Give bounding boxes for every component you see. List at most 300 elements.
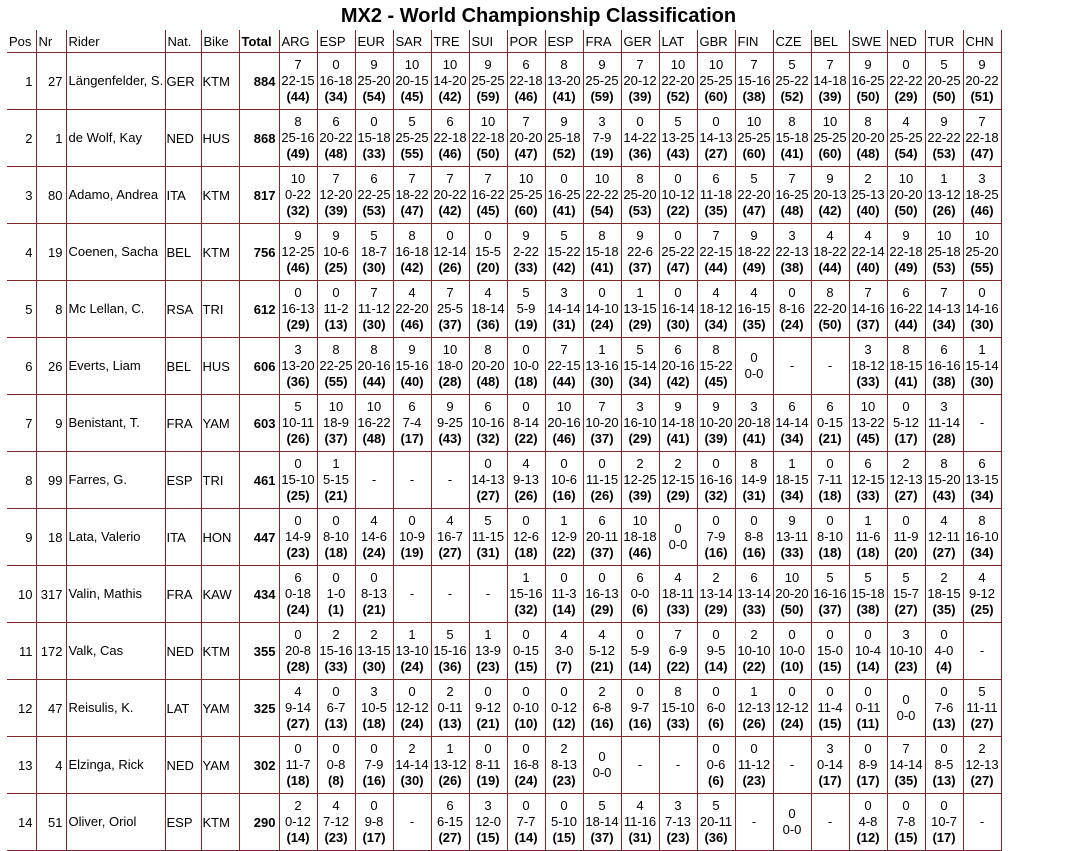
round-result-cell [811, 680, 849, 737]
heat-scores: 12-13 [889, 472, 923, 487]
round-points: 0 [750, 741, 758, 756]
round-score: (33) [780, 545, 804, 560]
pos-cell: 13 [7, 737, 36, 794]
round-points: 0 [408, 684, 416, 699]
round-score: (32) [704, 488, 728, 503]
round-result-cell [887, 452, 925, 509]
heat-scores: 16-13 [281, 301, 315, 316]
round-result-cell [545, 452, 583, 509]
round-points: 7 [788, 171, 796, 186]
heat-scores: 9-13 [512, 472, 540, 487]
round-score: (46) [552, 431, 576, 446]
round-result-cell [393, 737, 431, 794]
heat-scores: 13-15 [623, 301, 657, 316]
heat-scores: 25-25 [889, 130, 923, 145]
round-points: 7 [294, 57, 302, 72]
header-nr[interactable]: Nr [36, 30, 66, 53]
round-points: - [827, 814, 833, 829]
header-round[interactable]: SUI [469, 30, 507, 53]
round-score: (17) [894, 431, 918, 446]
header-pos[interactable]: Pos [7, 30, 36, 53]
header-round[interactable]: TRE [431, 30, 469, 53]
round-score: (53) [932, 260, 956, 275]
round-result-cell [431, 53, 469, 110]
header-round[interactable]: SAR [393, 30, 431, 53]
round-points: 0 [294, 627, 302, 642]
round-points: 0 [522, 399, 530, 414]
heat-scores: 14-14 [775, 415, 809, 430]
round-result-cell [773, 395, 811, 452]
round-points: 9 [598, 57, 606, 72]
round-points: 0 [522, 627, 530, 642]
round-points: 9 [484, 57, 492, 72]
heat-scores: 7-9 [364, 757, 384, 772]
round-result-cell [925, 452, 963, 509]
round-score: (40) [856, 260, 880, 275]
round-result-cell [545, 395, 583, 452]
round-result-cell [355, 737, 393, 794]
heat-scores: 11-14 [927, 415, 961, 430]
round-score: (18) [818, 545, 842, 560]
round-result-cell [887, 794, 925, 851]
round-points: 9 [788, 513, 796, 528]
round-points: 2 [864, 171, 872, 186]
round-points: 8 [408, 228, 416, 243]
heat-scores: 8-10 [816, 529, 844, 544]
round-result-cell [887, 737, 925, 794]
round-points: 3 [598, 114, 606, 129]
round-score: (13) [932, 716, 956, 731]
round-points: 6 [826, 399, 834, 414]
bike-cell: TRI [201, 452, 239, 509]
heat-scores: 7-13 [664, 814, 692, 829]
round-score: (49) [894, 260, 918, 275]
heat-scores: 16-7 [436, 529, 464, 544]
round-result-cell [925, 53, 963, 110]
round-points: 2 [674, 456, 682, 471]
round-points: 8 [294, 114, 302, 129]
round-points: 0 [712, 456, 720, 471]
round-score: (36) [628, 146, 652, 161]
round-points: 6 [978, 456, 986, 471]
heat-scores: 22-22 [927, 130, 961, 145]
round-result-cell [469, 794, 507, 851]
heat-scores: 0-8 [326, 757, 346, 772]
nationality-cell: BEL [165, 338, 201, 395]
heat-scores: 25-25 [395, 130, 429, 145]
round-result-cell [659, 680, 697, 737]
round-result-cell [697, 509, 735, 566]
heat-scores: 6-8 [592, 700, 612, 715]
heat-scores: 22-22 [889, 73, 923, 88]
round-points: 6 [788, 399, 796, 414]
heat-scores: 5-9 [516, 301, 536, 316]
heat-scores: 5-12 [892, 415, 920, 430]
round-points: 5 [674, 114, 682, 129]
round-score: (35) [704, 203, 728, 218]
round-points: 3 [864, 342, 872, 357]
round-result-cell [545, 566, 583, 623]
heat-scores: 0-15 [816, 415, 844, 430]
round-score: (30) [666, 317, 690, 332]
number-cell: 80 [36, 167, 66, 224]
round-score: (55) [324, 374, 348, 389]
round-result-cell [469, 167, 507, 224]
round-result-cell [545, 53, 583, 110]
round-result-cell [431, 452, 469, 509]
number-cell: 27 [36, 53, 66, 110]
header-round[interactable]: BEL [811, 30, 849, 53]
round-points: 1 [788, 456, 796, 471]
round-points: 0 [636, 684, 644, 699]
heat-scores: 14-13 [699, 130, 733, 145]
header-round[interactable]: FIN [735, 30, 773, 53]
heat-scores: 0-11 [437, 700, 463, 715]
header-round[interactable]: NED [887, 30, 925, 53]
round-points: 6 [750, 570, 758, 585]
round-score: (42) [400, 260, 424, 275]
heat-scores: 14-20 [433, 73, 467, 88]
heat-scores: 18-22 [813, 244, 847, 259]
round-score: (44) [286, 89, 310, 104]
heat-scores: 18-15 [889, 358, 923, 373]
round-result-cell [811, 452, 849, 509]
round-result-cell [849, 680, 887, 737]
round-score: (24) [780, 317, 804, 332]
round-score: (52) [552, 146, 576, 161]
round-points: 7 [598, 399, 606, 414]
header-round[interactable]: GBR [697, 30, 735, 53]
bike-cell: YAM [201, 680, 239, 737]
heat-scores: 22-15 [281, 73, 315, 88]
heat-scores: 18-12 [851, 358, 885, 373]
heat-scores: 22-18 [889, 244, 923, 259]
round-points: - [409, 472, 415, 487]
round-score: (34) [970, 488, 994, 503]
pos-cell: 7 [7, 395, 36, 452]
heat-scores: 22-15 [547, 358, 581, 373]
round-points: - [751, 814, 757, 829]
heat-scores: 15-22 [547, 244, 581, 259]
round-result-cell [659, 53, 697, 110]
round-score: (40) [856, 203, 880, 218]
round-score: (48) [780, 203, 804, 218]
round-points: 9 [522, 228, 530, 243]
round-score: (18) [856, 545, 880, 560]
round-result-cell [849, 338, 887, 395]
round-result-cell [659, 224, 697, 281]
round-points: 8 [902, 342, 910, 357]
round-score: (24) [400, 716, 424, 731]
heat-scores: 10-9 [398, 529, 426, 544]
round-result-cell [887, 566, 925, 623]
round-score: (42) [818, 203, 842, 218]
round-points: 1 [522, 570, 530, 585]
round-result-cell [697, 680, 735, 737]
heat-scores: 11-16 [623, 814, 657, 829]
round-points: 5 [522, 285, 530, 300]
header-round[interactable]: ESP [317, 30, 355, 53]
round-points: 1 [636, 285, 644, 300]
heat-scores: 22-18 [509, 73, 543, 88]
heat-scores: 16-13 [585, 586, 619, 601]
number-cell: 51 [36, 794, 66, 851]
header-round[interactable]: LAT [659, 30, 697, 53]
heat-scores: 13-10 [395, 643, 429, 658]
heat-scores: 10-16 [471, 415, 505, 430]
heat-scores: 15-20 [927, 472, 961, 487]
round-result-cell [431, 794, 469, 851]
heat-scores: 16-8 [512, 757, 540, 772]
round-points: 9 [978, 57, 986, 72]
heat-scores: 10-7 [930, 814, 958, 829]
header-round[interactable]: TUR [925, 30, 963, 53]
round-score: (23) [894, 659, 918, 674]
round-points: 0 [902, 57, 910, 72]
round-points: 7 [864, 285, 872, 300]
round-result-cell [697, 737, 735, 794]
round-points: 3 [788, 228, 796, 243]
round-score: (50) [476, 146, 500, 161]
round-result-cell [621, 395, 659, 452]
round-points: 5 [826, 570, 834, 585]
round-result-cell [849, 110, 887, 167]
round-score: (42) [438, 203, 462, 218]
heat-scores: 11-12 [737, 757, 771, 772]
round-result-cell [925, 794, 963, 851]
round-score: (26) [286, 431, 310, 446]
round-result-cell [735, 395, 773, 452]
round-points: 8 [750, 456, 758, 471]
round-score: (45) [400, 89, 424, 104]
heat-scores: 25-25 [585, 73, 619, 88]
round-result-cell [355, 281, 393, 338]
round-points: 5 [864, 570, 872, 585]
round-result-cell [545, 110, 583, 167]
heat-scores: 25-5 [436, 301, 464, 316]
header-round[interactable]: GER [621, 30, 659, 53]
heat-scores: 4-0 [934, 643, 954, 658]
heat-scores: 0-0 [630, 586, 650, 601]
round-result-cell [773, 53, 811, 110]
round-result-cell [773, 110, 811, 167]
round-result-cell [545, 623, 583, 680]
round-result-cell [317, 794, 355, 851]
round-points: 8 [826, 285, 834, 300]
header-round[interactable]: POR [507, 30, 545, 53]
round-score: (14) [704, 659, 728, 674]
round-result-cell [849, 281, 887, 338]
table-row [7, 737, 1001, 794]
rider-name: de Wolf, Kay [66, 110, 165, 167]
heat-scores: 16-22 [357, 415, 391, 430]
heat-scores: 15-22 [699, 358, 733, 373]
round-result-cell [963, 338, 1001, 395]
heat-scores: 12-0 [474, 814, 502, 829]
header-rider[interactable]: Rider [66, 30, 165, 53]
heat-scores: 12-11 [927, 529, 961, 544]
round-result-cell [659, 794, 697, 851]
round-result-cell [545, 167, 583, 224]
round-points: 6 [446, 798, 454, 813]
heat-scores: 6-15 [436, 814, 464, 829]
heat-scores: 16-14 [661, 301, 695, 316]
round-result-cell [431, 338, 469, 395]
header-total[interactable]: Total [239, 30, 279, 53]
round-score: (39) [324, 203, 348, 218]
round-result-cell [431, 566, 469, 623]
rider-name: Oliver, Oriol [66, 794, 165, 851]
round-result-cell [507, 794, 545, 851]
round-score: (44) [894, 317, 918, 332]
round-score: (14) [552, 602, 576, 617]
round-points: 0 [826, 513, 834, 528]
round-score: (25) [286, 488, 310, 503]
round-result-cell [697, 452, 735, 509]
heat-scores: 25-25 [813, 130, 847, 145]
header-round[interactable]: FRA [583, 30, 621, 53]
round-score: (52) [666, 89, 690, 104]
round-points: 9 [674, 399, 682, 414]
round-points: 0 [826, 684, 834, 699]
total-cell: 461 [239, 452, 279, 509]
round-score: (14) [856, 659, 880, 674]
round-result-cell [811, 623, 849, 680]
round-score: (22) [514, 431, 538, 446]
round-score: (24) [362, 545, 386, 560]
round-points: 6 [864, 456, 872, 471]
round-points: 9 [750, 228, 758, 243]
heat-scores: 3-0 [554, 643, 574, 658]
header-round[interactable]: CHN [963, 30, 1001, 53]
round-points: 0 [864, 741, 872, 756]
header-round[interactable]: CZE [773, 30, 811, 53]
round-result-cell [735, 509, 773, 566]
header-bike[interactable]: Bike [201, 30, 239, 53]
round-score: (18) [286, 773, 310, 788]
round-points: 10 [556, 399, 572, 414]
round-score: (60) [742, 146, 766, 161]
round-score: (38) [932, 374, 956, 389]
heat-scores: 15-18 [851, 586, 885, 601]
heat-scores: 18-7 [360, 244, 388, 259]
round-score: (39) [704, 431, 728, 446]
round-result-cell [431, 623, 469, 680]
round-result-cell [697, 623, 735, 680]
heat-scores: 8-11 [475, 757, 501, 772]
round-points: 9 [446, 399, 454, 414]
round-score: (49) [286, 146, 310, 161]
round-points: 0 [294, 513, 302, 528]
round-result-cell [583, 167, 621, 224]
header-nat[interactable]: Nat. [165, 30, 201, 53]
page-title: MX2 - World Championship Classification [340, 5, 737, 27]
round-result-cell [317, 452, 355, 509]
round-result-cell [963, 395, 1001, 452]
round-points: 0 [788, 627, 796, 642]
round-result-cell [279, 395, 317, 452]
round-points: 0 [560, 171, 568, 186]
heat-scores: 14-6 [360, 529, 388, 544]
round-score: (19) [476, 773, 500, 788]
heat-scores: 16-10 [623, 415, 657, 430]
round-points: - [371, 472, 377, 487]
pos-cell: 12 [7, 680, 36, 737]
round-points: 0 [446, 228, 454, 243]
heat-scores: 12-13 [737, 700, 771, 715]
round-points: 9 [636, 228, 644, 243]
round-points: 9 [902, 228, 910, 243]
round-result-cell [355, 509, 393, 566]
number-cell: 172 [36, 623, 66, 680]
round-score: (16) [628, 716, 652, 731]
round-score: (60) [514, 203, 538, 218]
heat-scores: 12-12 [395, 700, 429, 715]
round-score: (6) [632, 602, 648, 617]
round-score: (41) [552, 89, 576, 104]
round-result-cell [393, 281, 431, 338]
round-result-cell [393, 509, 431, 566]
header-round[interactable]: ARG [279, 30, 317, 53]
round-points: - [447, 586, 453, 601]
pos-cell: 14 [7, 794, 36, 851]
bike-cell: KTM [201, 167, 239, 224]
heat-scores: 16-16 [699, 472, 733, 487]
round-result-cell [811, 737, 849, 794]
rider-name: Mc Lellan, C. [66, 281, 165, 338]
rider-name: Everts, Liam [66, 338, 165, 395]
round-points: - [789, 757, 795, 772]
heat-scores: 14-9 [740, 472, 768, 487]
heat-scores: 11-7 [285, 757, 311, 772]
heat-scores: 10-6 [550, 472, 578, 487]
heat-scores: 8-13 [550, 757, 578, 772]
round-result-cell [431, 110, 469, 167]
pos-cell: 10 [7, 566, 36, 623]
heat-scores: 25-25 [471, 73, 505, 88]
round-result-cell [469, 53, 507, 110]
heat-scores: 14-14 [547, 301, 581, 316]
header-round[interactable]: ESP [545, 30, 583, 53]
round-score: (15) [552, 830, 576, 845]
number-cell: 99 [36, 452, 66, 509]
round-score: (37) [590, 830, 614, 845]
round-score: (27) [894, 602, 918, 617]
heat-scores: 20-16 [661, 358, 695, 373]
heat-scores: 15-16 [737, 73, 771, 88]
header-round[interactable]: EUR [355, 30, 393, 53]
round-result-cell [887, 509, 925, 566]
table-row [7, 452, 1001, 509]
heat-scores: 20-20 [851, 130, 885, 145]
number-cell: 4 [36, 737, 66, 794]
round-points: 0 [902, 513, 910, 528]
round-score: (37) [590, 431, 614, 446]
round-result-cell [925, 509, 963, 566]
heat-scores: 12-25 [623, 472, 657, 487]
round-points: 10 [784, 570, 800, 585]
round-score: (47) [970, 146, 994, 161]
heat-scores: 11-15 [471, 529, 505, 544]
heat-scores: 11-12 [357, 301, 391, 316]
round-points: - [979, 415, 985, 430]
heat-scores: 16-25 [547, 187, 581, 202]
round-score: (26) [438, 773, 462, 788]
round-result-cell [621, 737, 659, 794]
round-points: 5 [788, 57, 796, 72]
header-round[interactable]: SWE [849, 30, 887, 53]
round-points: 7 [712, 228, 720, 243]
